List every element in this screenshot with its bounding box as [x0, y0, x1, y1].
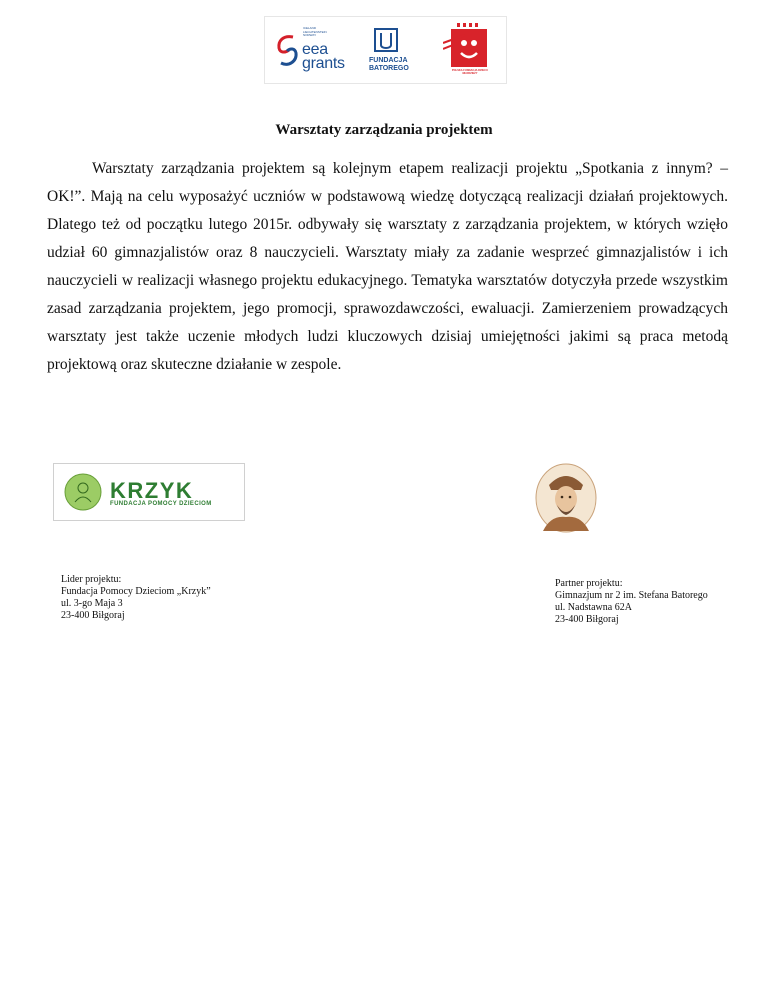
pfd-logo — [443, 23, 493, 77]
eea-word: eea — [302, 41, 328, 58]
partner-name: Gimnazjum nr 2 im. Stefana Batorego — [555, 590, 708, 601]
eea-grants-logo — [275, 25, 345, 77]
project-leader-address — [61, 574, 211, 622]
partner-label: Partner projektu: — [555, 578, 623, 589]
leader-street: ul. 3-go Maja 3 — [61, 598, 123, 609]
leader-label: Lider projektu: — [61, 574, 122, 585]
krzyk-logo-subtitle: FUNDACJA POMOCY DZIECIOM — [110, 501, 212, 507]
project-partner-address — [555, 578, 708, 626]
krzyk-logo-word: KRZYK — [110, 478, 194, 503]
fundacja-batorego-logo — [369, 27, 413, 79]
leader-name: Fundacja Pomocy Dzieciom „Krzyk” — [61, 586, 211, 597]
leader-city: 23-400 Biłgoraj — [61, 610, 125, 621]
batory-logo-text: FUNDACJA BATOREGO — [369, 57, 409, 72]
partner-city: 23-400 Biłgoraj — [555, 614, 619, 625]
partner-street: ul. Nadstawna 62A — [555, 602, 632, 613]
batory-emblem-icon — [373, 27, 399, 53]
grants-word: grants — [302, 55, 345, 72]
pfd-caption: POLSKA FUNDACJA DZIECI I MŁODZIEŻY — [451, 69, 489, 75]
document-title: Warsztaty zarządzania projektem — [275, 122, 493, 138]
sponsor-logo-strip — [264, 16, 507, 84]
eea-swirl-icon — [275, 31, 301, 71]
eea-small-text: ICELAND LIECHTENSTEIN NORWAY — [303, 26, 327, 37]
krzyk-logo — [53, 463, 245, 521]
krzyk-badge-icon — [63, 472, 103, 512]
stefan-batory-portrait-icon — [535, 463, 597, 533]
document-paragraph: Warsztaty zarządzania projektem są kolejnym etapem realizacji projektu „Spotkania z innym? – OK!”. Mają na celu wyposażyć uczniów w podstawową wiedzę dotyczącą realizacji działań projektowych. Dlatego też od początku lutego 2015r. odbywały się warsztaty z zarządzania projektem, w których wzięło udział 60 gimnazjalistów oraz 8 nauczycieli. Warsztaty miały za zadanie wesprzeć gimnazjalistów i ich nauczycieli w realizacji własnego projektu edukacyjnego. Tematyka warsztatów dotyczyła przede wszystkim zasad zarządzania projektem, jego promocji, sprawozdawczości, ewaluacji. Zamierzeniem prowadzących warsztaty jest także uczenie młodych ludzi kluczowych dzisiaj umiejętności jakimi są praca metodą projektową oraz skuteczne działanie w zespole. — [47, 160, 728, 373]
